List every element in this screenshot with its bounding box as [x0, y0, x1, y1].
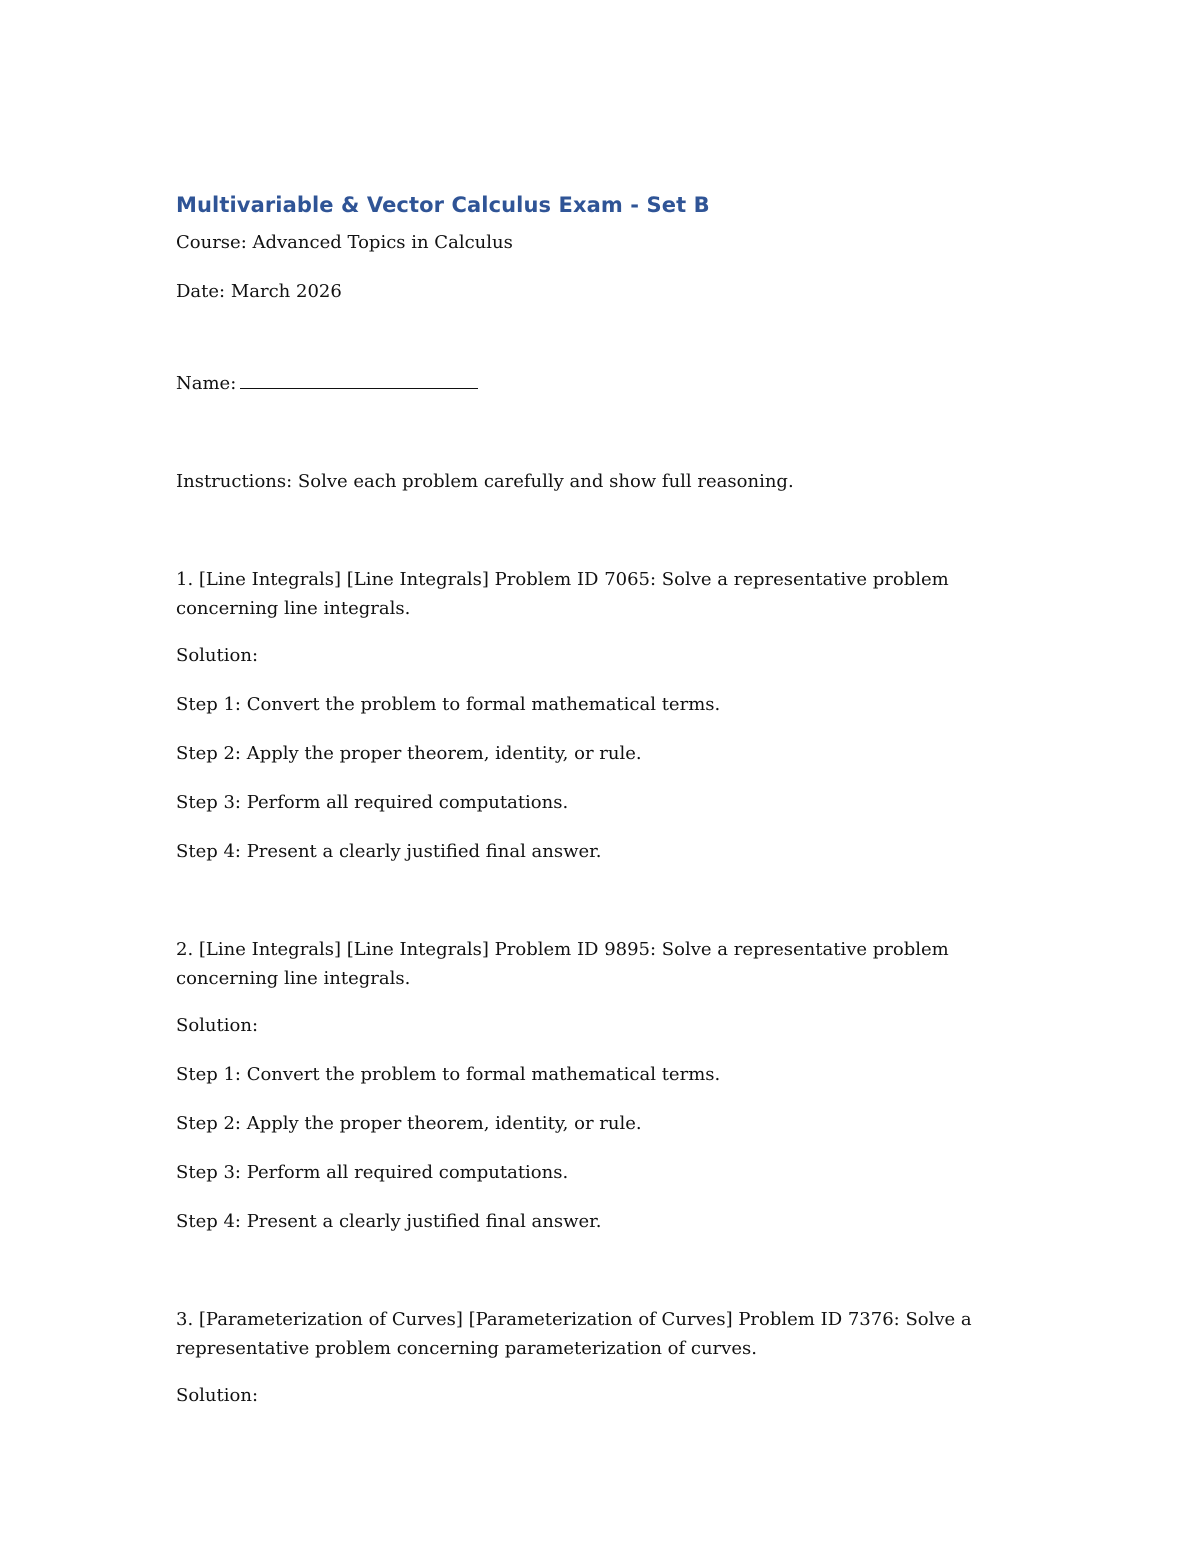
name-field-row	[176, 369, 996, 398]
problem-block	[176, 1305, 996, 1410]
solution-step: Step 3: Perform all required computations.	[176, 792, 569, 813]
solution-step: Step 4: Present a clearly justified final answer.	[176, 1211, 602, 1232]
spacer	[176, 886, 996, 935]
solution-step: Step 2: Apply the proper theorem, identity, or rule.	[176, 743, 642, 764]
course-line: Course: Advanced Topics in Calculus	[176, 232, 513, 253]
problem-text: 1. [Line Integrals] [Line Integrals] Problem ID 7065: Solve a representative problem concerning line integrals.	[176, 569, 949, 619]
solution-label: Solution:	[176, 645, 259, 666]
solution-label: Solution:	[176, 1015, 259, 1036]
problem-text: 2. [Line Integrals] [Line Integrals] Problem ID 9895: Solve a representative problem concerning line integrals.	[176, 939, 949, 989]
spacer	[176, 326, 996, 369]
solution-step: Step 1: Convert the problem to formal mathematical terms.	[176, 1064, 721, 1085]
spacer	[176, 516, 996, 565]
date-line: Date: March 2026	[176, 281, 342, 302]
instructions: Instructions: Solve each problem carefully and show full reasoning.	[176, 471, 794, 492]
name-blank-line[interactable]	[240, 370, 478, 389]
solution-step: Step 2: Apply the proper theorem, identity, or rule.	[176, 1113, 642, 1134]
solution-step: Step 4: Present a clearly justified final answer.	[176, 841, 602, 862]
spacer	[176, 1256, 996, 1305]
solution-step: Step 3: Perform all required computations.	[176, 1162, 569, 1183]
problem-text: 3. [Parameterization of Curves] [Parameterization of Curves] Problem ID 7376: Solve a representative problem concerning parameterization of curves.	[176, 1309, 972, 1359]
problem-block	[176, 565, 996, 866]
solution-label: Solution:	[176, 1385, 259, 1406]
spacer	[176, 418, 996, 467]
problem-block	[176, 935, 996, 1236]
name-label: Name:	[176, 373, 237, 394]
solution-step: Step 1: Convert the problem to formal mathematical terms.	[176, 694, 721, 715]
page-title: Multivariable & Vector Calculus Exam - Set B	[176, 193, 710, 217]
document-body	[176, 190, 996, 1430]
